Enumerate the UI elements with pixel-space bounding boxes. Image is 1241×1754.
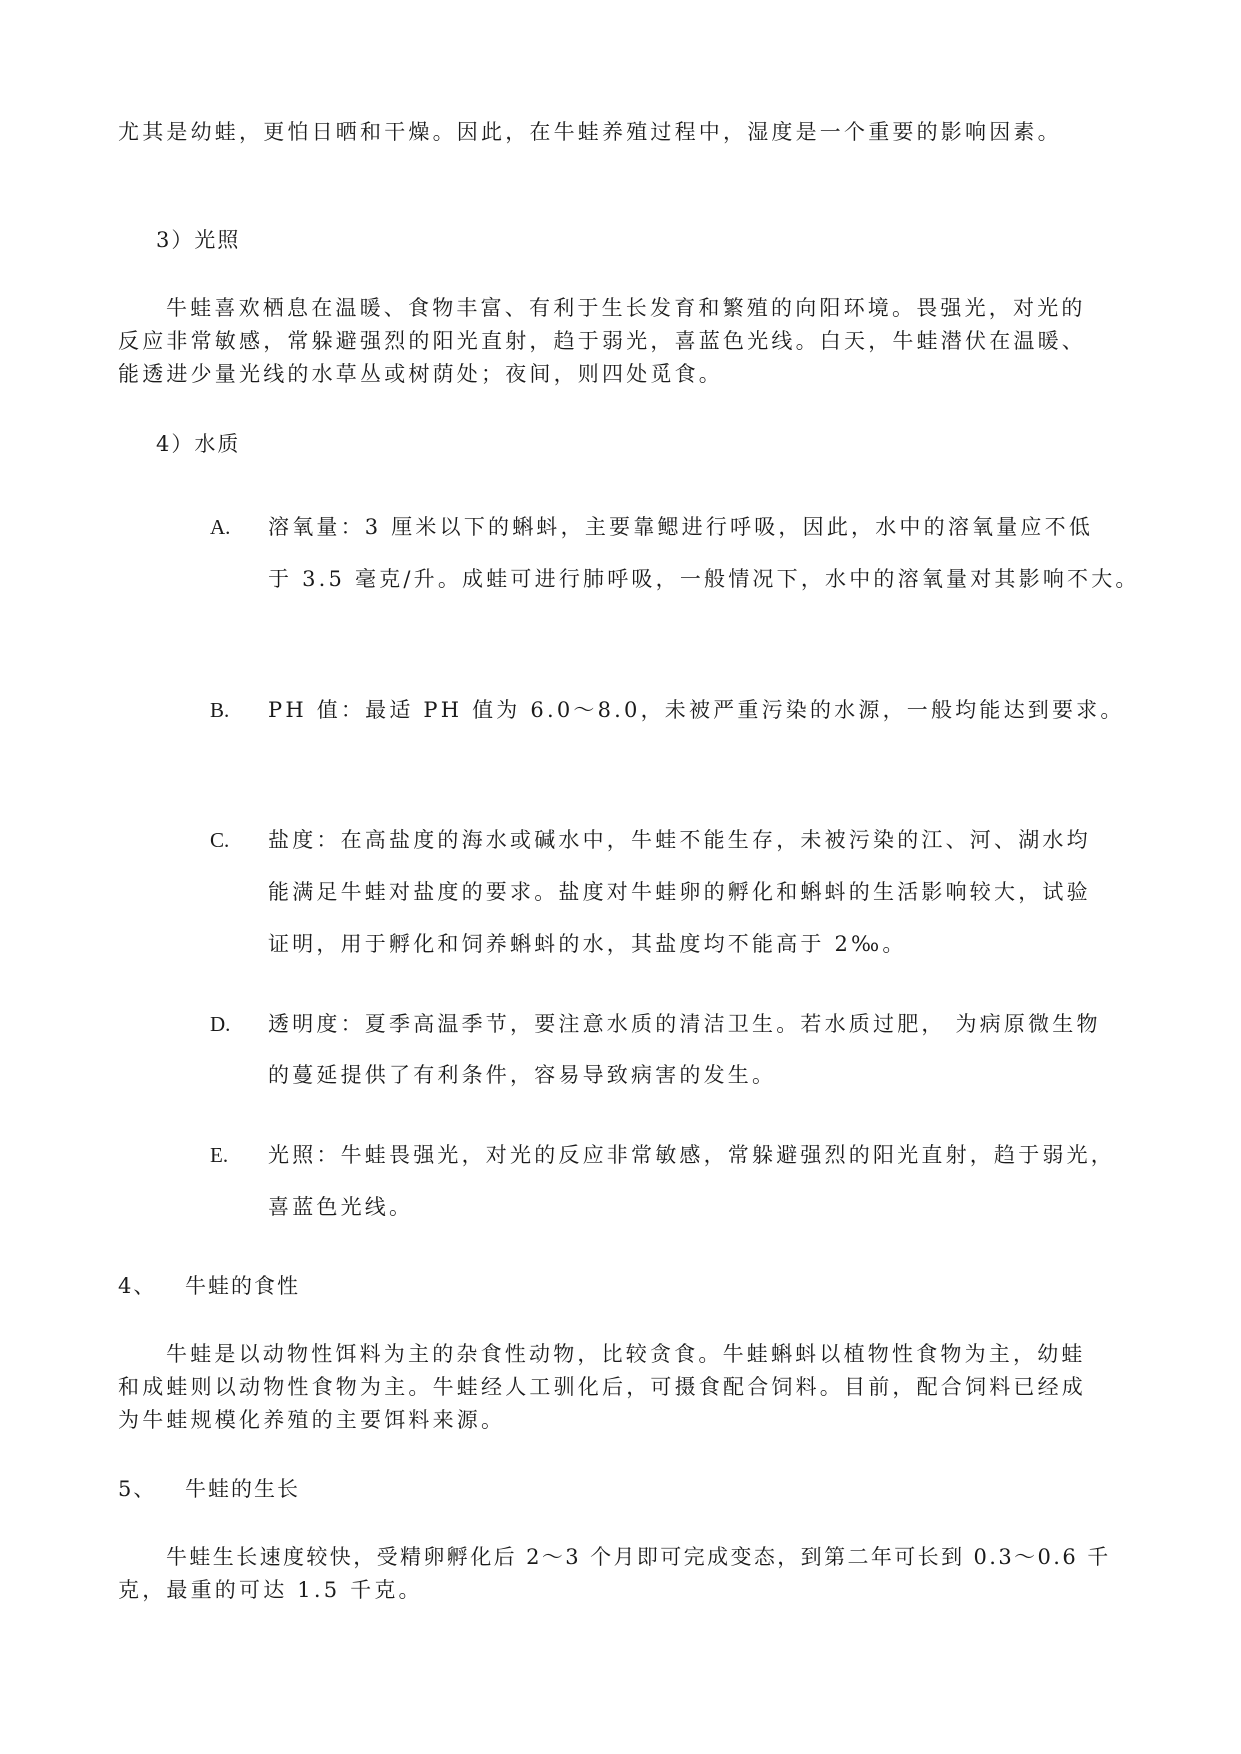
section-light-paragraph-line: 能透进少量光线的水草丛或树荫处；夜间，则四处觅食。 [118,362,723,386]
section-diet-paragraph-line: 牛蛙是以动物性饵料为主的杂食性动物，比较贪食。牛蛙蝌蚪以植物性食物为主，幼蛙 [166,1342,1086,1366]
section-light-paragraph-line: 牛蛙喜欢栖息在温暖、食物丰富、有利于生长发育和繁殖的向阳环境。畏强光，对光的 [166,296,1086,320]
item-letter-d: D. [210,1012,231,1036]
item-d-line: 的蔓延提供了有利条件，容易导致病害的发生。 [268,1063,777,1087]
item-c-line: 盐度：在高盐度的海水或碱水中，牛蛙不能生存，未被污染的江、河、湖水均 [268,828,1091,852]
item-letter-a: A. [210,515,231,539]
item-a-line: 溶氧量：3 厘米以下的蝌蚪，主要靠鳃进行呼吸，因此，水中的溶氧量应不低 [268,515,1094,539]
section-growth-paragraph-line: 克，最重的可达 1.5 千克。 [118,1578,423,1602]
section-growth-heading: 5、 牛蛙的生长 [118,1477,301,1501]
section-light-heading: 3）光照 [156,228,241,252]
item-c-line: 证明，用于孵化和饲养蝌蚪的水，其盐度均不能高于 2‰。 [268,932,907,956]
item-b-line: PH 值：最适 PH 值为 6.0～8.0，未被严重污染的水源，一般均能达到要求。 [268,698,1125,722]
section-growth-paragraph-line: 牛蛙生长速度较快，受精卵孵化后 2～3 个月即可完成变态，到第二年可长到 0.3～0.6 千 [166,1545,1111,1569]
item-letter-e: E. [210,1143,229,1167]
item-letter-c: C. [210,828,230,852]
section-water-heading: 4）水质 [156,432,241,456]
item-e-line: 喜蓝色光线。 [268,1195,414,1219]
item-a-line: 于 3.5 毫克/升。成蛙可进行肺呼吸，一般情况下，水中的溶氧量对其影响不大。 [268,567,1140,591]
section-light-paragraph-line: 反应非常敏感，常躲避强烈的阳光直射，趋于弱光，喜蓝色光线。白天，牛蛙潜伏在温暖、 [118,329,1086,353]
item-e-line: 光照：牛蛙畏强光，对光的反应非常敏感，常躲避强烈的阳光直射，趋于弱光， [268,1143,1115,1167]
intro-line: 尤其是幼蛙，更怕日晒和干燥。因此，在牛蛙养殖过程中，湿度是一个重要的影响因素。 [118,120,1062,144]
section-diet-paragraph-line: 和成蛙则以动物性食物为主。牛蛙经人工驯化后，可摄食配合饲料。目前，配合饲料已经成 [118,1375,1086,1399]
item-c-line: 能满足牛蛙对盐度的要求。盐度对牛蛙卵的孵化和蝌蚪的生活影响较大，试验 [268,880,1091,904]
item-d-line: 透明度：夏季高温季节，要注意水质的清洁卫生。若水质过肥， 为病原微生物 [268,1012,1101,1036]
section-diet-heading: 4、 牛蛙的食性 [118,1274,301,1298]
item-letter-b: B. [210,698,230,722]
section-diet-paragraph-line: 为牛蛙规模化养殖的主要饵料来源。 [118,1408,506,1432]
